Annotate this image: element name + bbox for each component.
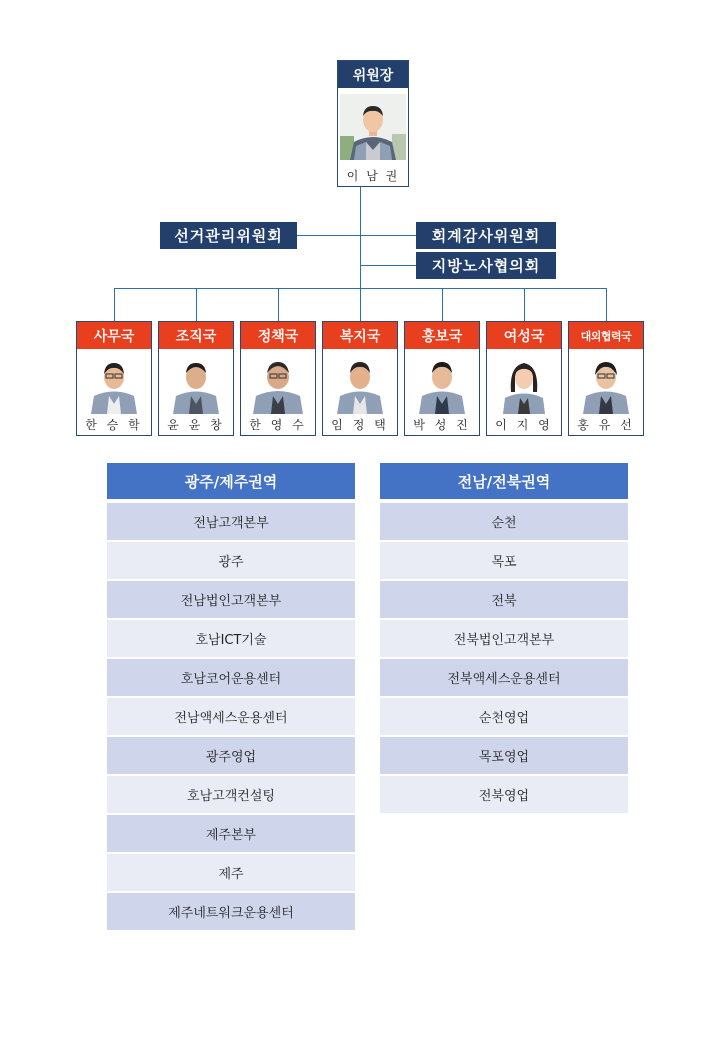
dept-box-welfare (322, 321, 398, 436)
region-row: 호남고객컨설팅 (107, 776, 355, 813)
dept-title: 사무국 (77, 322, 151, 349)
region-row: 전북액세스운용센터 (380, 659, 628, 696)
dept-box-public-relations (404, 321, 480, 436)
region-row: 전남고객본부 (107, 503, 355, 540)
region-row: 광주 (107, 542, 355, 579)
dept-member-name: 윤 윤 창 (167, 418, 225, 432)
connector-dept-bus (114, 288, 607, 289)
dept-title: 여성국 (487, 322, 561, 349)
connector-drop (606, 288, 607, 321)
connector-trunk (360, 187, 361, 321)
dept-member-photo (83, 352, 145, 414)
dept-title: 복지국 (323, 322, 397, 349)
region-row: 순천 (380, 503, 628, 540)
region-row: 제주네트워크운용센터 (107, 893, 355, 930)
dept-title: 정책국 (241, 322, 315, 349)
connector-drop (196, 288, 197, 321)
dept-member-photo (329, 352, 391, 414)
audit-committee-box: 회계감사위원회 (416, 222, 556, 249)
dept-member-name: 한 승 학 (85, 418, 143, 432)
connector-election (297, 235, 360, 236)
dept-box-general-affairs (76, 321, 152, 436)
dept-member-photo (165, 352, 227, 414)
region-row: 전북영업 (380, 776, 628, 813)
chairman-photo (340, 94, 406, 160)
dept-member-name: 한 영 수 (249, 418, 307, 432)
region-row: 목포영업 (380, 737, 628, 774)
region-row: 전북법인고객본부 (380, 620, 628, 657)
region-table-jeonnam-jeonbuk (380, 463, 628, 813)
region-row: 전북 (380, 581, 628, 618)
dept-title: 대외협력국 (569, 322, 643, 349)
dept-member-photo (575, 352, 637, 414)
region-table-gwangju-jeju (107, 463, 355, 930)
dept-member-name: 박 성 진 (413, 418, 471, 432)
region-row: 전남액세스운용센터 (107, 698, 355, 735)
region-row: 순천영업 (380, 698, 628, 735)
chairman-name: 이 남 권 (346, 169, 400, 183)
dept-box-organization (158, 321, 234, 436)
dept-member-name: 임 정 택 (331, 418, 389, 432)
region-row: 전남법인고객본부 (107, 581, 355, 618)
dept-member-name: 이 지 영 (495, 418, 553, 432)
connector-drop (114, 288, 115, 321)
dept-member-photo (411, 352, 473, 414)
region-row: 광주영업 (107, 737, 355, 774)
dept-member-photo (247, 352, 309, 414)
region-row: 제주본부 (107, 815, 355, 852)
connector-drop (524, 288, 525, 321)
region-row: 제주 (107, 854, 355, 891)
chairman-box (337, 60, 409, 187)
dept-box-women (486, 321, 562, 436)
connector-audit (360, 235, 416, 236)
dept-member-name: 홍 유 선 (577, 418, 635, 432)
dept-box-external-cooperation (568, 321, 644, 436)
dept-member-photo (493, 352, 555, 414)
dept-title: 홍보국 (405, 322, 479, 349)
dept-box-policy (240, 321, 316, 436)
region-row: 호남ICT기술 (107, 620, 355, 657)
region-title: 전남/전북권역 (380, 463, 628, 499)
region-row: 호남코어운용센터 (107, 659, 355, 696)
region-row: 목포 (380, 542, 628, 579)
dept-title: 조직국 (159, 322, 233, 349)
connector-drop (278, 288, 279, 321)
connector-drop (442, 288, 443, 321)
labor-council-box: 지방노사협의회 (416, 252, 556, 279)
election-committee-box: 선거관리위원회 (160, 222, 297, 249)
connector-labor (360, 265, 416, 266)
region-title: 광주/제주권역 (107, 463, 355, 499)
chairman-title: 위원장 (338, 61, 408, 88)
